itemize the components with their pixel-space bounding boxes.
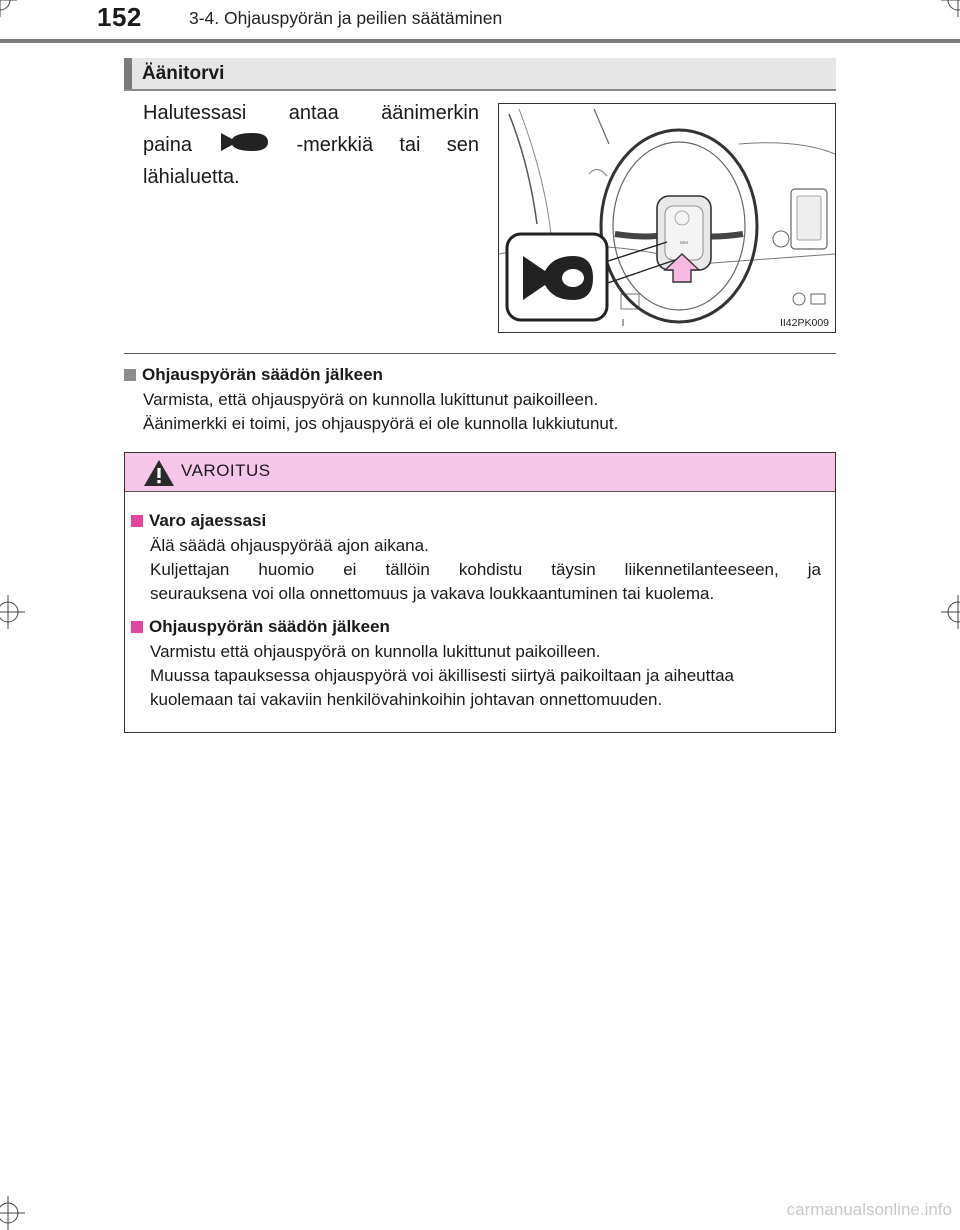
warning-box: [124, 452, 836, 733]
warning-line: Älä säädä ohjauspyörää ajon aikana.: [150, 536, 429, 555]
warning-line: seurauksena voi olla onnettomuus ja vakava loukkaantuminen tai kuolema.: [150, 584, 715, 603]
warning-item-heading-text: Varo ajaessasi: [149, 511, 267, 530]
square-bullet-icon: [131, 621, 143, 633]
warning-line: Muussa tapauksessa ohjauspyörä voi äkillisesti siirtyä paikoiltaan ja aiheuttaa: [150, 666, 734, 685]
horn-icon: [218, 129, 270, 155]
warning-header: [125, 453, 835, 492]
crop-mark-bottom-left: [0, 1196, 25, 1230]
warning-body: [125, 492, 835, 712]
crop-mark-mid-right: [941, 595, 960, 629]
svg-text:SRS: SRS: [679, 240, 689, 245]
page-number: 152: [97, 2, 142, 32]
note-divider: [124, 353, 836, 354]
section-heading: [124, 58, 836, 91]
warning-triangle-icon: [143, 459, 175, 487]
warning-line: Kuljettajan huomio ei tällöin kohdistu täysin liikennetilanteeseen, ja: [150, 560, 821, 579]
square-bullet-icon: [131, 515, 143, 527]
warning-item-heading: [131, 614, 821, 640]
warning-line: Varmistu että ohjauspyörä on kunnolla lukittunut paikoilleen.: [150, 642, 601, 661]
watermark: carmanualsonline.info: [786, 1200, 952, 1219]
intro-word: lähialuetta.: [143, 166, 240, 188]
intro-line-3: [143, 161, 479, 193]
note-line: Varmista, että ohjauspyörä on kunnolla lukittunut paikoilleen.: [143, 390, 599, 409]
crop-mark-mid-left: [0, 595, 25, 629]
intro-word: antaa: [288, 102, 339, 124]
square-bullet-icon: [124, 369, 136, 381]
warning-item: [131, 508, 821, 606]
intro-word: Halutessasi: [143, 102, 247, 124]
warning-line: kuolemaan tai vakaviin henkilövahinkoihin johtavan onnettomuuden.: [150, 690, 663, 709]
intro-line-2: [143, 129, 479, 161]
warning-item: [131, 614, 821, 712]
note-line: Äänimerkki ei toimi, jos ohjauspyörä ei ole kunnolla lukkiutunut.: [143, 414, 619, 433]
warning-item-heading: [131, 508, 821, 534]
section-title: Äänitorvi: [142, 63, 225, 84]
intro-line-1: [143, 97, 479, 129]
intro-word: tai: [399, 134, 421, 156]
warning-label: VAROITUS: [181, 461, 271, 480]
crop-mark-top-left: [0, 0, 17, 17]
warning-item-heading-text: Ohjauspyörän säädön jälkeen: [149, 617, 390, 636]
section-heading-bar: [124, 58, 132, 89]
intro-word: paina: [143, 134, 192, 156]
intro-paragraph: [143, 97, 479, 193]
intro-word: sen: [446, 134, 479, 156]
steering-wheel-drawing: [499, 104, 835, 332]
chapter-title: 3-4. Ohjauspyörän ja peilien säätäminen: [189, 8, 503, 28]
crop-mark-top-right: [941, 0, 960, 17]
note-heading-text: Ohjauspyörän säädön jälkeen: [142, 365, 383, 384]
note-heading: [124, 362, 836, 388]
header-rule: [0, 39, 960, 43]
note-block: [124, 362, 836, 436]
figure-code: II42PK009: [779, 317, 829, 329]
steering-wheel-illustration: [498, 103, 836, 333]
intro-word: -merkkiä: [296, 134, 374, 156]
intro-word: äänimerkin: [381, 102, 479, 124]
